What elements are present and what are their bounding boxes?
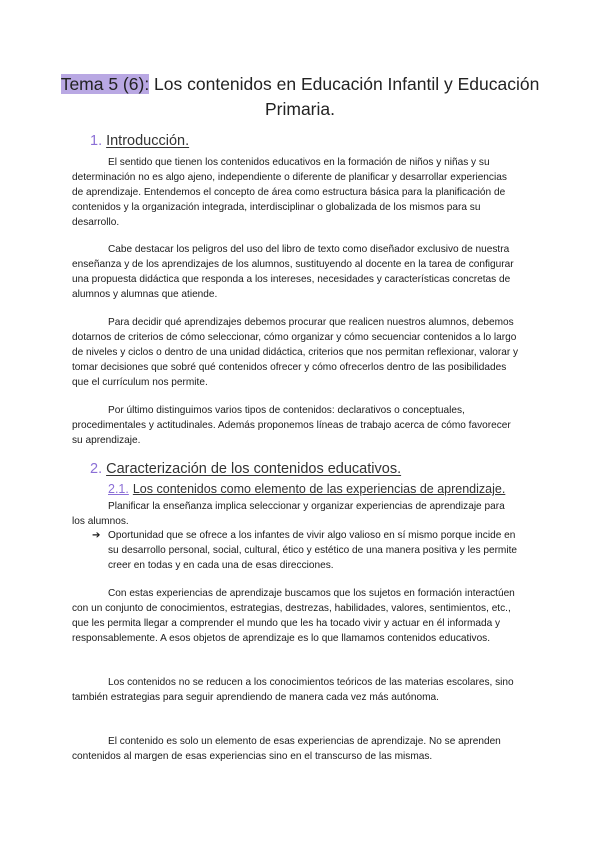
section-2-paragraph: Con estas experiencias de aprendizaje buscamos que los sujetos en formación interactúen con un conjunto de conocimientos, estrategias, destrezas, habilidades, valores, sentimientos, etc., que les permita llegar a comprender el mundo que les ha tocado vivir y actuar en él informada y responsablemente. A esos objetos de aprendizaje es lo que llamamos contenidos educativos.: [72, 588, 515, 644]
section-1-paragraph: Por último distinguimos varios tipos de contenidos: declarativos o conceptuales, procedimentales y actitudinales. Además proponemos líneas de trabajo acerca de cómo favorecer su aprendizaje.: [72, 405, 511, 446]
section-2-heading: [90, 461, 401, 477]
section-1-number: 1.: [90, 133, 103, 149]
page-title: [60, 72, 540, 122]
section-2-paragraph: El contenido es solo un elemento de esas experiencias de aprendizaje. No se aprenden contenidos al margen de esas experiencias sino en el transcurso de las mismas.: [72, 736, 501, 762]
section-1-paragraph: Cabe destacar los peligros del uso del libro de texto como diseñador exclusivo de nuestra enseñanza y de los aprendizajes de los alumnos, sustituyendo al docente en la tarea de configurar una propuesta didáctica que responda a los intereses, necesidades y características concretas de alumnos y alumnas que atiende.: [72, 244, 514, 300]
section-2-paragraph: Los contenidos no se reducen a los conocimientos teóricos de las materias escolares, sino también estrategias para seguir aprendiendo de manera cada vez más autónoma.: [72, 677, 514, 703]
title-text: Los contenidos en Educación Infantil y Educación Primaria.: [149, 74, 540, 119]
section-1-paragraph: El sentido que tienen los contenidos educativos en la formación de niños y niñas y su determinación no es algo ajeno, independiente o diferente de planificar y desarrollar experiencias de aprendizaje. Entendemos el concepto de área como estructura básica para la planificación de contenidos y la organización integrada, interdisciplinar o globalizada de los mismos para su desarrollo.: [72, 157, 507, 228]
subsection-2-1-heading: [108, 482, 505, 496]
section-2-intro: Planificar la enseñanza implica seleccionar y organizar experiencias de aprendizaje para los alumnos.: [72, 501, 505, 527]
arrow-bullet-icon: ➔: [92, 530, 101, 541]
title-highlight: Tema 5 (6):: [60, 74, 150, 94]
bullet-item: [92, 528, 520, 573]
subsection-2-1-title: Los contenidos como elemento de las experiencias de aprendizaje.: [132, 482, 506, 496]
section-1-paragraph: Para decidir qué aprendizajes debemos procurar que realicen nuestros alumnos, debemos dotarnos de criterios de cómo seleccionar, cómo organizar y cómo secuenciar contenidos a lo largo de niveles y ciclos o dentro de una unidad didáctica, criterios que nos permitan reflexionar, valorar y tomar decisiones que sobré qué contenidos ofrecer y cómo ofrecerlos dentro de las posibilidades que el currículum nos permite.: [72, 317, 519, 388]
subsection-2-1-number: 2.1.: [108, 482, 129, 496]
section-1-heading: [90, 133, 189, 149]
section-2-title: Caracterización de los contenidos educativos.: [106, 461, 402, 477]
bullet-text: Oportunidad que se ofrece a los infantes de vivir algo valioso en sí mismo porque incide en su desarrollo personal, social, cultural, ético y estético de una manera positiva y les permite creer en todas y en cada una de esas direcciones.: [108, 530, 517, 571]
section-1-title: Introducción.: [106, 133, 190, 149]
section-2-number: 2.: [90, 461, 103, 477]
